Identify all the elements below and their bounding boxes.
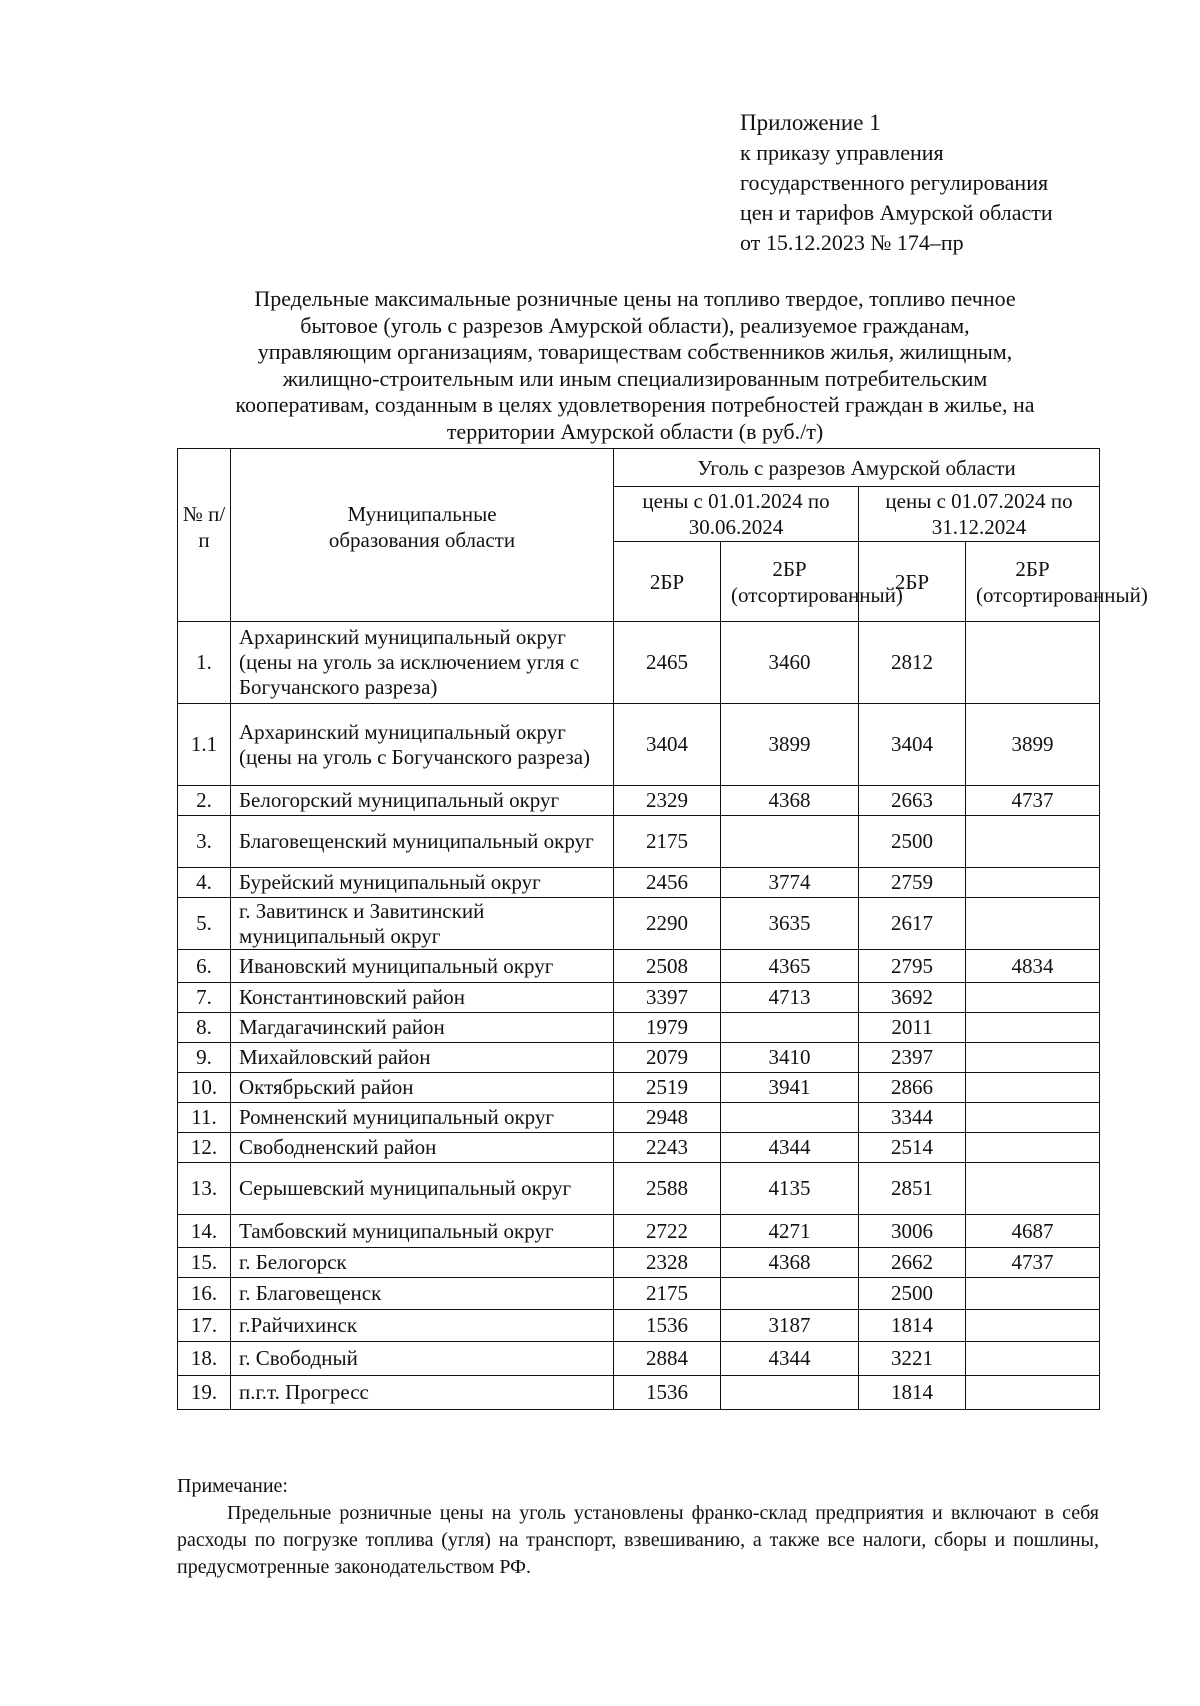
row-number: 18.	[178, 1342, 231, 1376]
row-period-2-price: 3344	[859, 1103, 966, 1133]
row-period-2-sorted-price	[966, 1163, 1100, 1215]
row-period-2-price: 2866	[859, 1073, 966, 1103]
row-period-1-price: 2328	[614, 1248, 721, 1278]
row-period-2-price: 2500	[859, 816, 966, 868]
row-period-1-sorted-price: 3941	[721, 1073, 859, 1103]
row-period-1-sorted-price: 4135	[721, 1163, 859, 1215]
row-municipality: п.г.т. Прогресс	[231, 1376, 614, 1410]
row-municipality: Архаринский муниципальный округ (цены на уголь за исключением угля с Богучанского разреза)	[231, 622, 614, 704]
row-period-1-price: 1979	[614, 1013, 721, 1043]
row-period-1-price: 1536	[614, 1310, 721, 1342]
appendix-line: к приказу управления	[740, 140, 944, 165]
appendix-line: от 15.12.2023 № 174–пр	[740, 230, 964, 255]
row-number: 14.	[178, 1215, 231, 1248]
header-municipality: Муниципальные образования области	[231, 449, 614, 622]
row-period-1-sorted-price: 3774	[721, 868, 859, 898]
row-period-2-sorted-price	[966, 1013, 1100, 1043]
table-row	[178, 868, 1100, 898]
row-municipality: Ромненский муниципальный округ	[231, 1103, 614, 1133]
header-period-1-grade-sorted: 2БР (отсортированный)	[721, 542, 859, 622]
row-period-2-sorted-price: 3899	[966, 704, 1100, 786]
row-municipality: Константиновский район	[231, 983, 614, 1013]
row-period-1-sorted-price: 4271	[721, 1215, 859, 1248]
title-line: кооперативам, созданным в целях удовлетворения потребностей граждан в жилье, на	[235, 392, 1035, 417]
row-municipality: г. Завитинск и Завитинский муниципальный округ	[231, 898, 614, 950]
row-period-1-sorted-price	[721, 1013, 859, 1043]
row-period-1-price: 2175	[614, 1278, 721, 1310]
header-coal-group: Уголь с разрезов Амурской области	[614, 449, 1100, 487]
appendix-line: Приложение 1	[740, 110, 881, 135]
row-period-1-sorted-price: 3187	[721, 1310, 859, 1342]
row-period-2-price: 2514	[859, 1133, 966, 1163]
row-period-1-price: 2175	[614, 816, 721, 868]
appendix-line: цен и тарифов Амурской области	[740, 200, 1053, 225]
row-number: 13.	[178, 1163, 231, 1215]
row-period-2-price: 2663	[859, 786, 966, 816]
row-period-2-sorted-price	[966, 1073, 1100, 1103]
price-table-header	[178, 449, 1148, 622]
row-period-2-price: 3006	[859, 1215, 966, 1248]
row-period-1-price: 2588	[614, 1163, 721, 1215]
row-period-2-sorted-price: 4834	[966, 950, 1100, 983]
row-period-1-price: 2329	[614, 786, 721, 816]
row-period-1-sorted-price: 4344	[721, 1342, 859, 1376]
row-period-2-sorted-price	[966, 1310, 1100, 1342]
row-period-1-sorted-price: 4344	[721, 1133, 859, 1163]
table-row	[178, 950, 1100, 983]
row-period-2-sorted-price	[966, 1043, 1100, 1073]
row-number: 2.	[178, 786, 231, 816]
row-municipality: Магдагачинский район	[231, 1013, 614, 1043]
row-period-2-price: 2011	[859, 1013, 966, 1043]
row-period-2-price: 2759	[859, 868, 966, 898]
row-number: 15.	[178, 1248, 231, 1278]
row-municipality: Серышевский муниципальный округ	[231, 1163, 614, 1215]
row-period-2-price: 2851	[859, 1163, 966, 1215]
table-row	[178, 1163, 1100, 1215]
title-line: жилищно-строительным или иным специализированным потребительским	[282, 365, 988, 391]
row-period-2-sorted-price	[966, 1103, 1100, 1133]
row-period-1-price: 2884	[614, 1342, 721, 1376]
note-title: Примечание:	[177, 1475, 288, 1497]
row-number: 7.	[178, 983, 231, 1013]
row-period-1-price: 2508	[614, 950, 721, 983]
row-period-2-price: 3692	[859, 983, 966, 1013]
title-line: бытовое (уголь с разрезов Амурской области), реализуемое гражданам,	[300, 312, 970, 338]
row-number: 19.	[178, 1376, 231, 1410]
row-period-1-price: 2948	[614, 1103, 721, 1133]
row-municipality: Белогорский муниципальный округ	[231, 786, 614, 816]
title-line: Предельные максимальные розничные цены на топливо твердое, топливо печное	[254, 286, 1016, 311]
row-municipality: г. Благовещенск	[231, 1278, 614, 1310]
row-period-1-sorted-price: 4368	[721, 1248, 859, 1278]
table-row	[178, 1342, 1100, 1376]
note-section	[177, 1473, 1099, 1581]
title-line: территории Амурской области (в руб./т)	[446, 418, 824, 444]
row-period-1-price: 2456	[614, 868, 721, 898]
table-row	[178, 704, 1100, 786]
row-period-2-sorted-price	[966, 816, 1100, 868]
row-period-2-sorted-price: 4687	[966, 1215, 1100, 1248]
row-period-2-sorted-price	[966, 898, 1100, 950]
row-period-2-sorted-price: 4737	[966, 786, 1100, 816]
header-period-2: цены с 01.07.2024 по 31.12.2024	[859, 487, 1100, 542]
table-row	[178, 1278, 1100, 1310]
row-municipality: Свободненский район	[231, 1133, 614, 1163]
row-period-1-price: 3404	[614, 704, 721, 786]
table-row	[178, 1133, 1100, 1163]
row-period-2-price: 3404	[859, 704, 966, 786]
row-municipality: Благовещенский муниципальный округ	[231, 816, 614, 868]
title-line: управляющим организациям, товариществам собственников жилья, жилищным,	[257, 339, 1013, 364]
row-period-2-sorted-price	[966, 1133, 1100, 1163]
table-row	[178, 622, 1100, 704]
header-number: № п/п	[178, 449, 231, 622]
row-municipality: Архаринский муниципальный округ (цены на уголь с Богучанского разреза)	[231, 704, 614, 786]
table-row	[178, 786, 1100, 816]
row-period-1-sorted-price: 3460	[721, 622, 859, 704]
row-number: 3.	[178, 816, 231, 868]
header-period-2-grade-sorted: 2БР (отсортированный)	[966, 542, 1100, 622]
table-row	[178, 898, 1100, 950]
row-period-2-price: 1814	[859, 1310, 966, 1342]
row-number: 10.	[178, 1073, 231, 1103]
note-text: Предельные розничные цены на уголь установлены франко-склад предприятия и включают в себя расходы по погрузке топлива (угля) на транспорт, взвешиванию, а также все налоги, сборы и пошлины, предусмотренные законодательством РФ.	[177, 1502, 1099, 1578]
row-municipality: г. Белогорск	[231, 1248, 614, 1278]
row-period-2-sorted-price	[966, 622, 1100, 704]
row-period-1-sorted-price: 4368	[721, 786, 859, 816]
row-period-2-price: 2500	[859, 1278, 966, 1310]
row-period-2-sorted-price	[966, 983, 1100, 1013]
header-period-1-grade: 2БР	[614, 542, 721, 622]
row-number: 17.	[178, 1310, 231, 1342]
header-period-2-grade: 2БР	[859, 542, 966, 622]
row-period-1-price: 2722	[614, 1215, 721, 1248]
row-period-1-sorted-price: 4713	[721, 983, 859, 1013]
row-period-2-sorted-price	[966, 1342, 1100, 1376]
row-period-2-price: 2812	[859, 622, 966, 704]
table-row	[178, 816, 1100, 868]
row-period-2-price: 2662	[859, 1248, 966, 1278]
document-title	[170, 286, 1100, 445]
row-period-1-price: 2519	[614, 1073, 721, 1103]
row-period-1-price: 2243	[614, 1133, 721, 1163]
row-period-2-sorted-price: 4737	[966, 1248, 1100, 1278]
row-number: 9.	[178, 1043, 231, 1073]
row-period-2-price: 2795	[859, 950, 966, 983]
table-row	[178, 1013, 1100, 1043]
row-municipality: г. Свободный	[231, 1342, 614, 1376]
row-municipality: Тамбовский муниципальный округ	[231, 1215, 614, 1248]
row-number: 8.	[178, 1013, 231, 1043]
table-row	[178, 1215, 1100, 1248]
row-municipality: Октябрьский район	[231, 1073, 614, 1103]
row-period-1-sorted-price	[721, 816, 859, 868]
row-number: 1.1	[178, 704, 231, 786]
row-number: 12.	[178, 1133, 231, 1163]
row-period-2-price: 3221	[859, 1342, 966, 1376]
row-municipality: Михайловский район	[231, 1043, 614, 1073]
table-row	[178, 1043, 1100, 1073]
row-period-1-price: 2079	[614, 1043, 721, 1073]
row-number: 16.	[178, 1278, 231, 1310]
appendix-header	[740, 108, 1140, 258]
row-period-1-sorted-price	[721, 1278, 859, 1310]
appendix-line: государственного регулирования	[740, 170, 1049, 195]
row-period-1-price: 1536	[614, 1376, 721, 1410]
table-row	[178, 983, 1100, 1013]
row-period-2-sorted-price	[966, 1278, 1100, 1310]
row-number: 5.	[178, 898, 231, 950]
row-period-1-sorted-price	[721, 1376, 859, 1410]
row-period-1-sorted-price: 3899	[721, 704, 859, 786]
table-row	[178, 1310, 1100, 1342]
row-period-1-sorted-price: 3635	[721, 898, 859, 950]
header-period-1: цены с 01.01.2024 по 30.06.2024	[614, 487, 859, 542]
price-table	[177, 448, 1148, 1410]
row-municipality: Бурейский муниципальный округ	[231, 868, 614, 898]
row-number: 11.	[178, 1103, 231, 1133]
table-row	[178, 1248, 1100, 1278]
table-row	[178, 1103, 1100, 1133]
row-period-2-sorted-price	[966, 868, 1100, 898]
row-municipality: Ивановский муниципальный округ	[231, 950, 614, 983]
row-period-2-sorted-price	[966, 1376, 1100, 1410]
row-period-2-price: 1814	[859, 1376, 966, 1410]
row-period-1-price: 2465	[614, 622, 721, 704]
row-municipality: г.Райчихинск	[231, 1310, 614, 1342]
row-period-1-sorted-price: 3410	[721, 1043, 859, 1073]
row-period-2-price: 2397	[859, 1043, 966, 1073]
price-table-body	[178, 622, 1100, 1410]
row-period-2-price: 2617	[859, 898, 966, 950]
table-row	[178, 1376, 1100, 1410]
row-period-1-sorted-price	[721, 1103, 859, 1133]
row-period-1-price: 3397	[614, 983, 721, 1013]
row-period-1-price: 2290	[614, 898, 721, 950]
table-row	[178, 1073, 1100, 1103]
row-number: 4.	[178, 868, 231, 898]
row-number: 1.	[178, 622, 231, 704]
row-period-1-sorted-price: 4365	[721, 950, 859, 983]
row-number: 6.	[178, 950, 231, 983]
